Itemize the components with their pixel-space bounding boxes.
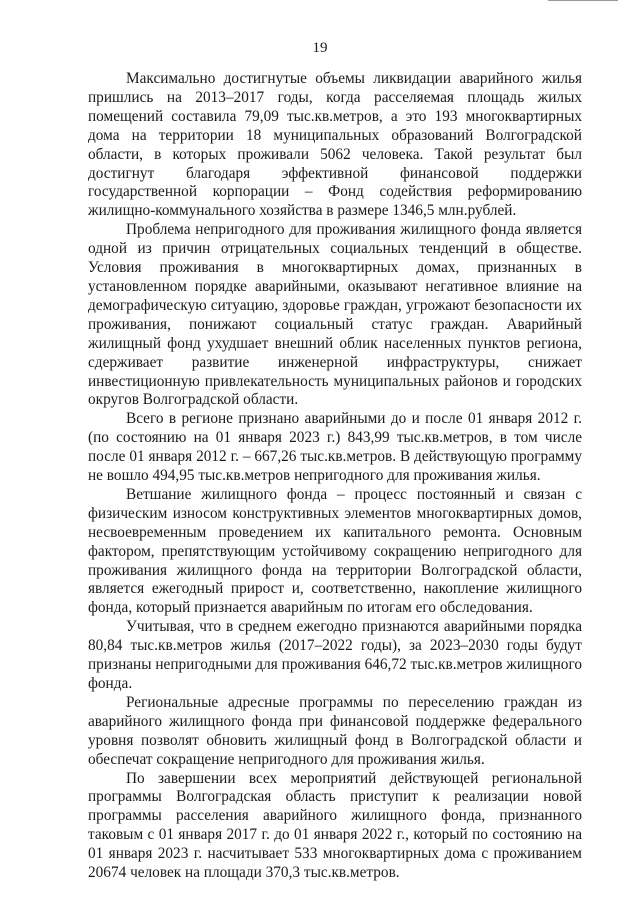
- paragraph-annual-forecast: Учитывая, что в среднем ежегодно признаются аварийными порядка 80,84 тыс.кв.метров жилья (2017–2022 годы), за 2023–2030 годы будут признаны непригодными для проживания 646,72 тыс.кв.метров жилищного фонда.: [88, 618, 582, 692]
- paragraph-housing-deterioration: Ветшание жилищного фонда – процесс постоянный и связан с физическим износом конструктивных элементов многоквартирных домов, несвоевременным проведением их капитального ремонта. Основным фактором, препятствующим устойчивому сокращению непригодного для проживания жилищного фонда на территории Волгоградской области, является ежегодный прирост и, соответственно, накопление жилищного фонда, который признается аварийным по итогам его обследования.: [88, 485, 582, 617]
- paragraph-regional-programs: Региональные адресные программы по переселению граждан из аварийного жилищного фонда при финансовой поддержке федерального уровня позволят обновить жилищный фонд в Волгоградской области и обеспечат сокращение непригодного для проживания жилья.: [88, 693, 582, 768]
- paragraph-new-program: По завершении всех мероприятий действующей региональной программы Волгоградская область приступит к реализации новой программы расселения аварийного жилищного фонда, признанного таковым с 01 января 2017 г. до 01 января 2022 г., который по состоянию на 01 января 2023 г. насчитывает 533 многоквартирных дома с проживанием 20674 человек на площади 370,3 тыс.кв.метров.: [88, 769, 582, 882]
- paragraph-housing-problem: Проблема непригодного для проживания жилищного фонда является одной из причин отрицательных социальных тенденций в обществе. Условия проживания в многоквартирных домах, признанных в установленном порядке аварийными, оказывают негативное влияние на демографическую ситуацию, здоровье граждан, угрожают безопасности их проживания, понижают социальный статус граждан. Аварийный жилищный фонд ухудшает внешний облик населенных пунктов региона, сдерживает развитие инженерной инфраструктуры, снижает инвестиционную привлекательность муниципальных районов и городских округов Волгоградской области.: [88, 221, 582, 409]
- page-number: 19: [312, 40, 328, 56]
- paragraph-recognized-emergency: Всего в регионе признано аварийными до и после 01 января 2012 г. (по состоянию на 01 января 2023 г.) 843,99 тыс.кв.метров, в том числе после 01 января 2012 г. – 667,26 тыс.кв.метров. В действующую программу не вошло 494,95 тыс.кв.метров непригодного для проживания жилья.: [88, 410, 582, 485]
- scan-edge-mark: [548, 0, 618, 5]
- document-body: [88, 70, 582, 883]
- paragraph-liquidation-volumes: Максимально достигнутые объемы ликвидации аварийного жилья пришлись на 2013–2017 годы, когда расселяемая площадь жилых помещений составила 79,09 тыс.кв.метров, а это 193 многоквартирных дома на территории 18 муниципальных образований Волгоградской области, в которых проживали 5062 человека. Такой результат был достигнут благодаря эффективной финансовой поддержки государственной корпорации – Фонд содействия реформированию жилищно-коммунального хозяйства в размере 1346,5 млн.рублей.: [88, 70, 582, 220]
